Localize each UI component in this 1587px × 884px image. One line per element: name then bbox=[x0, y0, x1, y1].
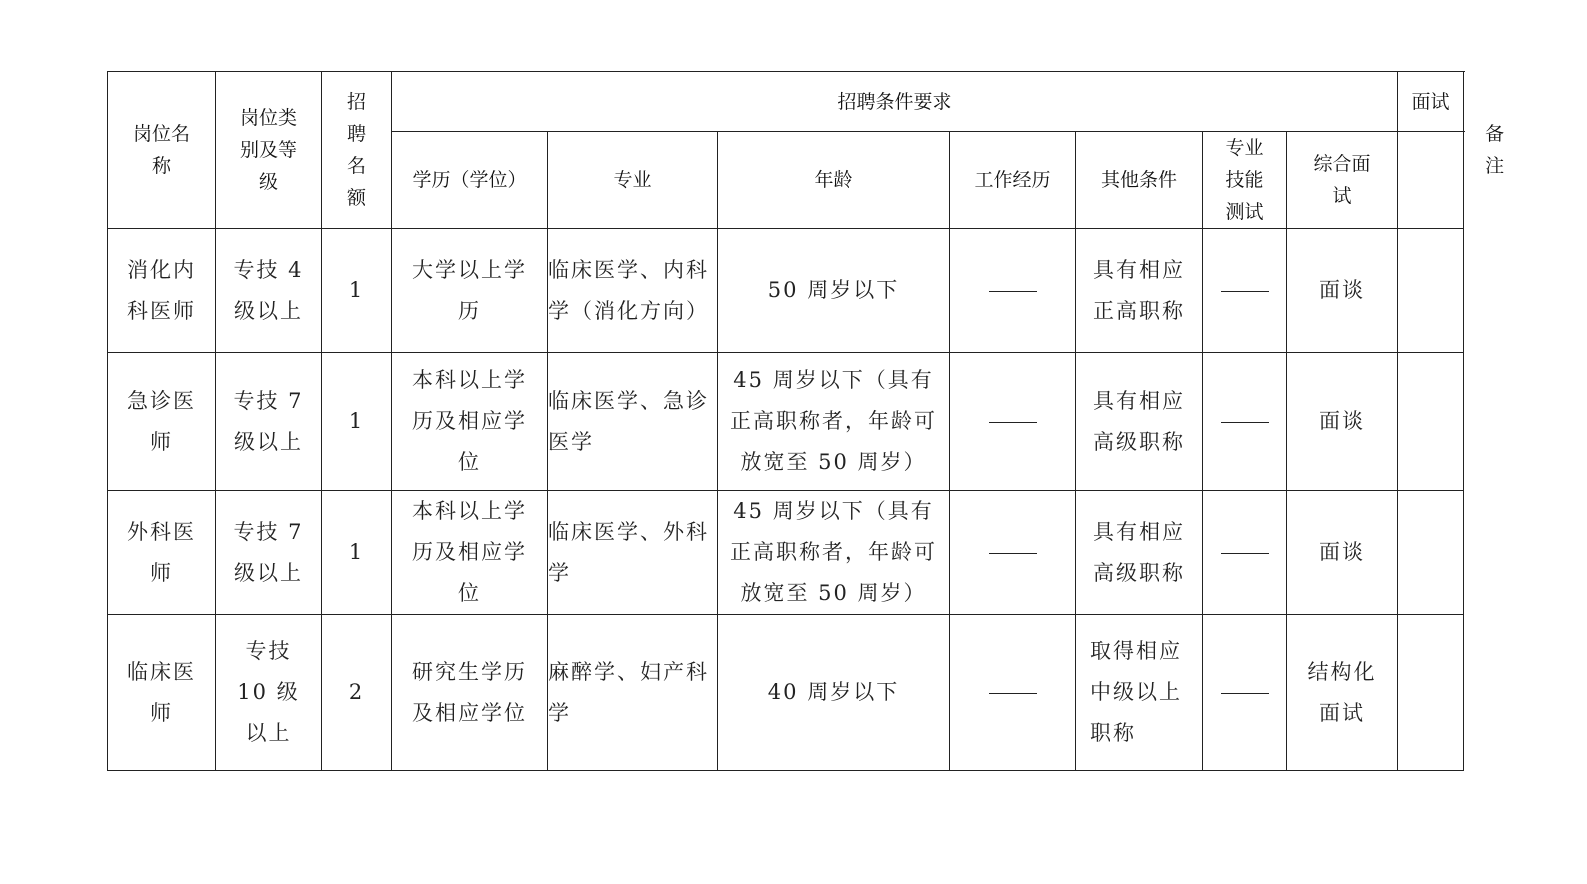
cell-major: 临床医学、急诊医学 bbox=[548, 353, 718, 491]
cell-quota: 1 bbox=[322, 491, 392, 615]
table-row bbox=[108, 353, 1464, 491]
cell-education: 本科以上学历及相应学位 bbox=[392, 353, 548, 491]
header-age: 年龄 bbox=[718, 132, 950, 229]
cell-general-interview: 面谈 bbox=[1287, 353, 1398, 491]
header-post-name: 岗位名称 bbox=[108, 72, 216, 229]
cell-skill-test bbox=[1203, 615, 1287, 771]
cell-quota: 1 bbox=[322, 353, 392, 491]
cell-quota: 2 bbox=[322, 615, 392, 771]
header-interview: 面试 bbox=[1398, 72, 1464, 132]
cell-age: 45 周岁以下（具有正高职称者，年龄可放宽至 50 周岁） bbox=[718, 353, 950, 491]
cell-post-name: 外科医师 bbox=[108, 491, 216, 615]
header-general-interview: 综合面试 bbox=[1287, 132, 1398, 229]
cell-remark bbox=[1398, 615, 1464, 771]
table-row bbox=[108, 615, 1464, 771]
recruitment-table bbox=[107, 71, 1505, 771]
cell-work-experience bbox=[950, 229, 1076, 353]
header-education: 学历（学位） bbox=[392, 132, 548, 229]
cell-work-experience bbox=[950, 491, 1076, 615]
cell-general-interview: 面谈 bbox=[1287, 229, 1398, 353]
dash-mark bbox=[1221, 553, 1269, 555]
header-work-experience: 工作经历 bbox=[950, 132, 1076, 229]
dash-mark bbox=[1221, 291, 1269, 293]
cell-age: 40 周岁以下 bbox=[718, 615, 950, 771]
cell-quota: 1 bbox=[322, 229, 392, 353]
cell-work-experience bbox=[950, 615, 1076, 771]
header-skill-test: 专业技能测试 bbox=[1203, 132, 1287, 229]
cell-post-level: 专技 10 级以上 bbox=[216, 615, 322, 771]
header-requirements: 招聘条件要求 bbox=[392, 72, 1398, 132]
dash-mark bbox=[989, 291, 1037, 293]
cell-post-level: 专技 7 级以上 bbox=[216, 491, 322, 615]
cell-post-name: 急诊医师 bbox=[108, 353, 216, 491]
cell-post-level: 专技 7 级以上 bbox=[216, 353, 322, 491]
cell-skill-test bbox=[1203, 491, 1287, 615]
cell-remark bbox=[1398, 229, 1464, 353]
cell-post-level: 专技 4 级以上 bbox=[216, 229, 322, 353]
cell-work-experience bbox=[950, 353, 1076, 491]
dash-mark bbox=[989, 422, 1037, 424]
cell-other-conditions: 具有相应高级职称 bbox=[1076, 353, 1203, 491]
cell-skill-test bbox=[1203, 229, 1287, 353]
dash-mark bbox=[989, 693, 1037, 695]
cell-remark bbox=[1398, 353, 1464, 491]
header-row-top: 岗位名称 岗位类别及等级 招聘名额 招聘条件要求 面试 备注 bbox=[108, 72, 1464, 132]
header-major: 专业 bbox=[548, 132, 718, 229]
cell-major: 临床医学、外科学 bbox=[548, 491, 718, 615]
dash-mark bbox=[989, 553, 1037, 555]
cell-post-name: 临床医师 bbox=[108, 615, 216, 771]
cell-other-conditions: 取得相应中级以上职称 bbox=[1076, 615, 1203, 771]
header-quota: 招聘名额 bbox=[322, 72, 392, 229]
cell-age: 45 周岁以下（具有正高职称者，年龄可放宽至 50 周岁） bbox=[718, 491, 950, 615]
dash-mark bbox=[1221, 693, 1269, 695]
dash-mark bbox=[1221, 422, 1269, 424]
table-row bbox=[108, 229, 1464, 353]
cell-education: 本科以上学历及相应学位 bbox=[392, 491, 548, 615]
cell-remark bbox=[1398, 491, 1464, 615]
cell-other-conditions: 具有相应高级职称 bbox=[1076, 491, 1203, 615]
cell-major: 麻醉学、妇产科学 bbox=[548, 615, 718, 771]
cell-age: 50 周岁以下 bbox=[718, 229, 950, 353]
cell-general-interview: 结构化面试 bbox=[1287, 615, 1398, 771]
cell-general-interview: 面谈 bbox=[1287, 491, 1398, 615]
cell-education: 大学以上学历 bbox=[392, 229, 548, 353]
header-other-conditions: 其他条件 bbox=[1076, 132, 1203, 229]
cell-skill-test bbox=[1203, 353, 1287, 491]
table-row bbox=[108, 491, 1464, 615]
cell-post-name: 消化内科医师 bbox=[108, 229, 216, 353]
cell-other-conditions: 具有相应正高职称 bbox=[1076, 229, 1203, 353]
cell-education: 研究生学历及相应学位 bbox=[392, 615, 548, 771]
header-post-level: 岗位类别及等级 bbox=[216, 72, 322, 229]
cell-major: 临床医学、内科学（消化方向） bbox=[548, 229, 718, 353]
